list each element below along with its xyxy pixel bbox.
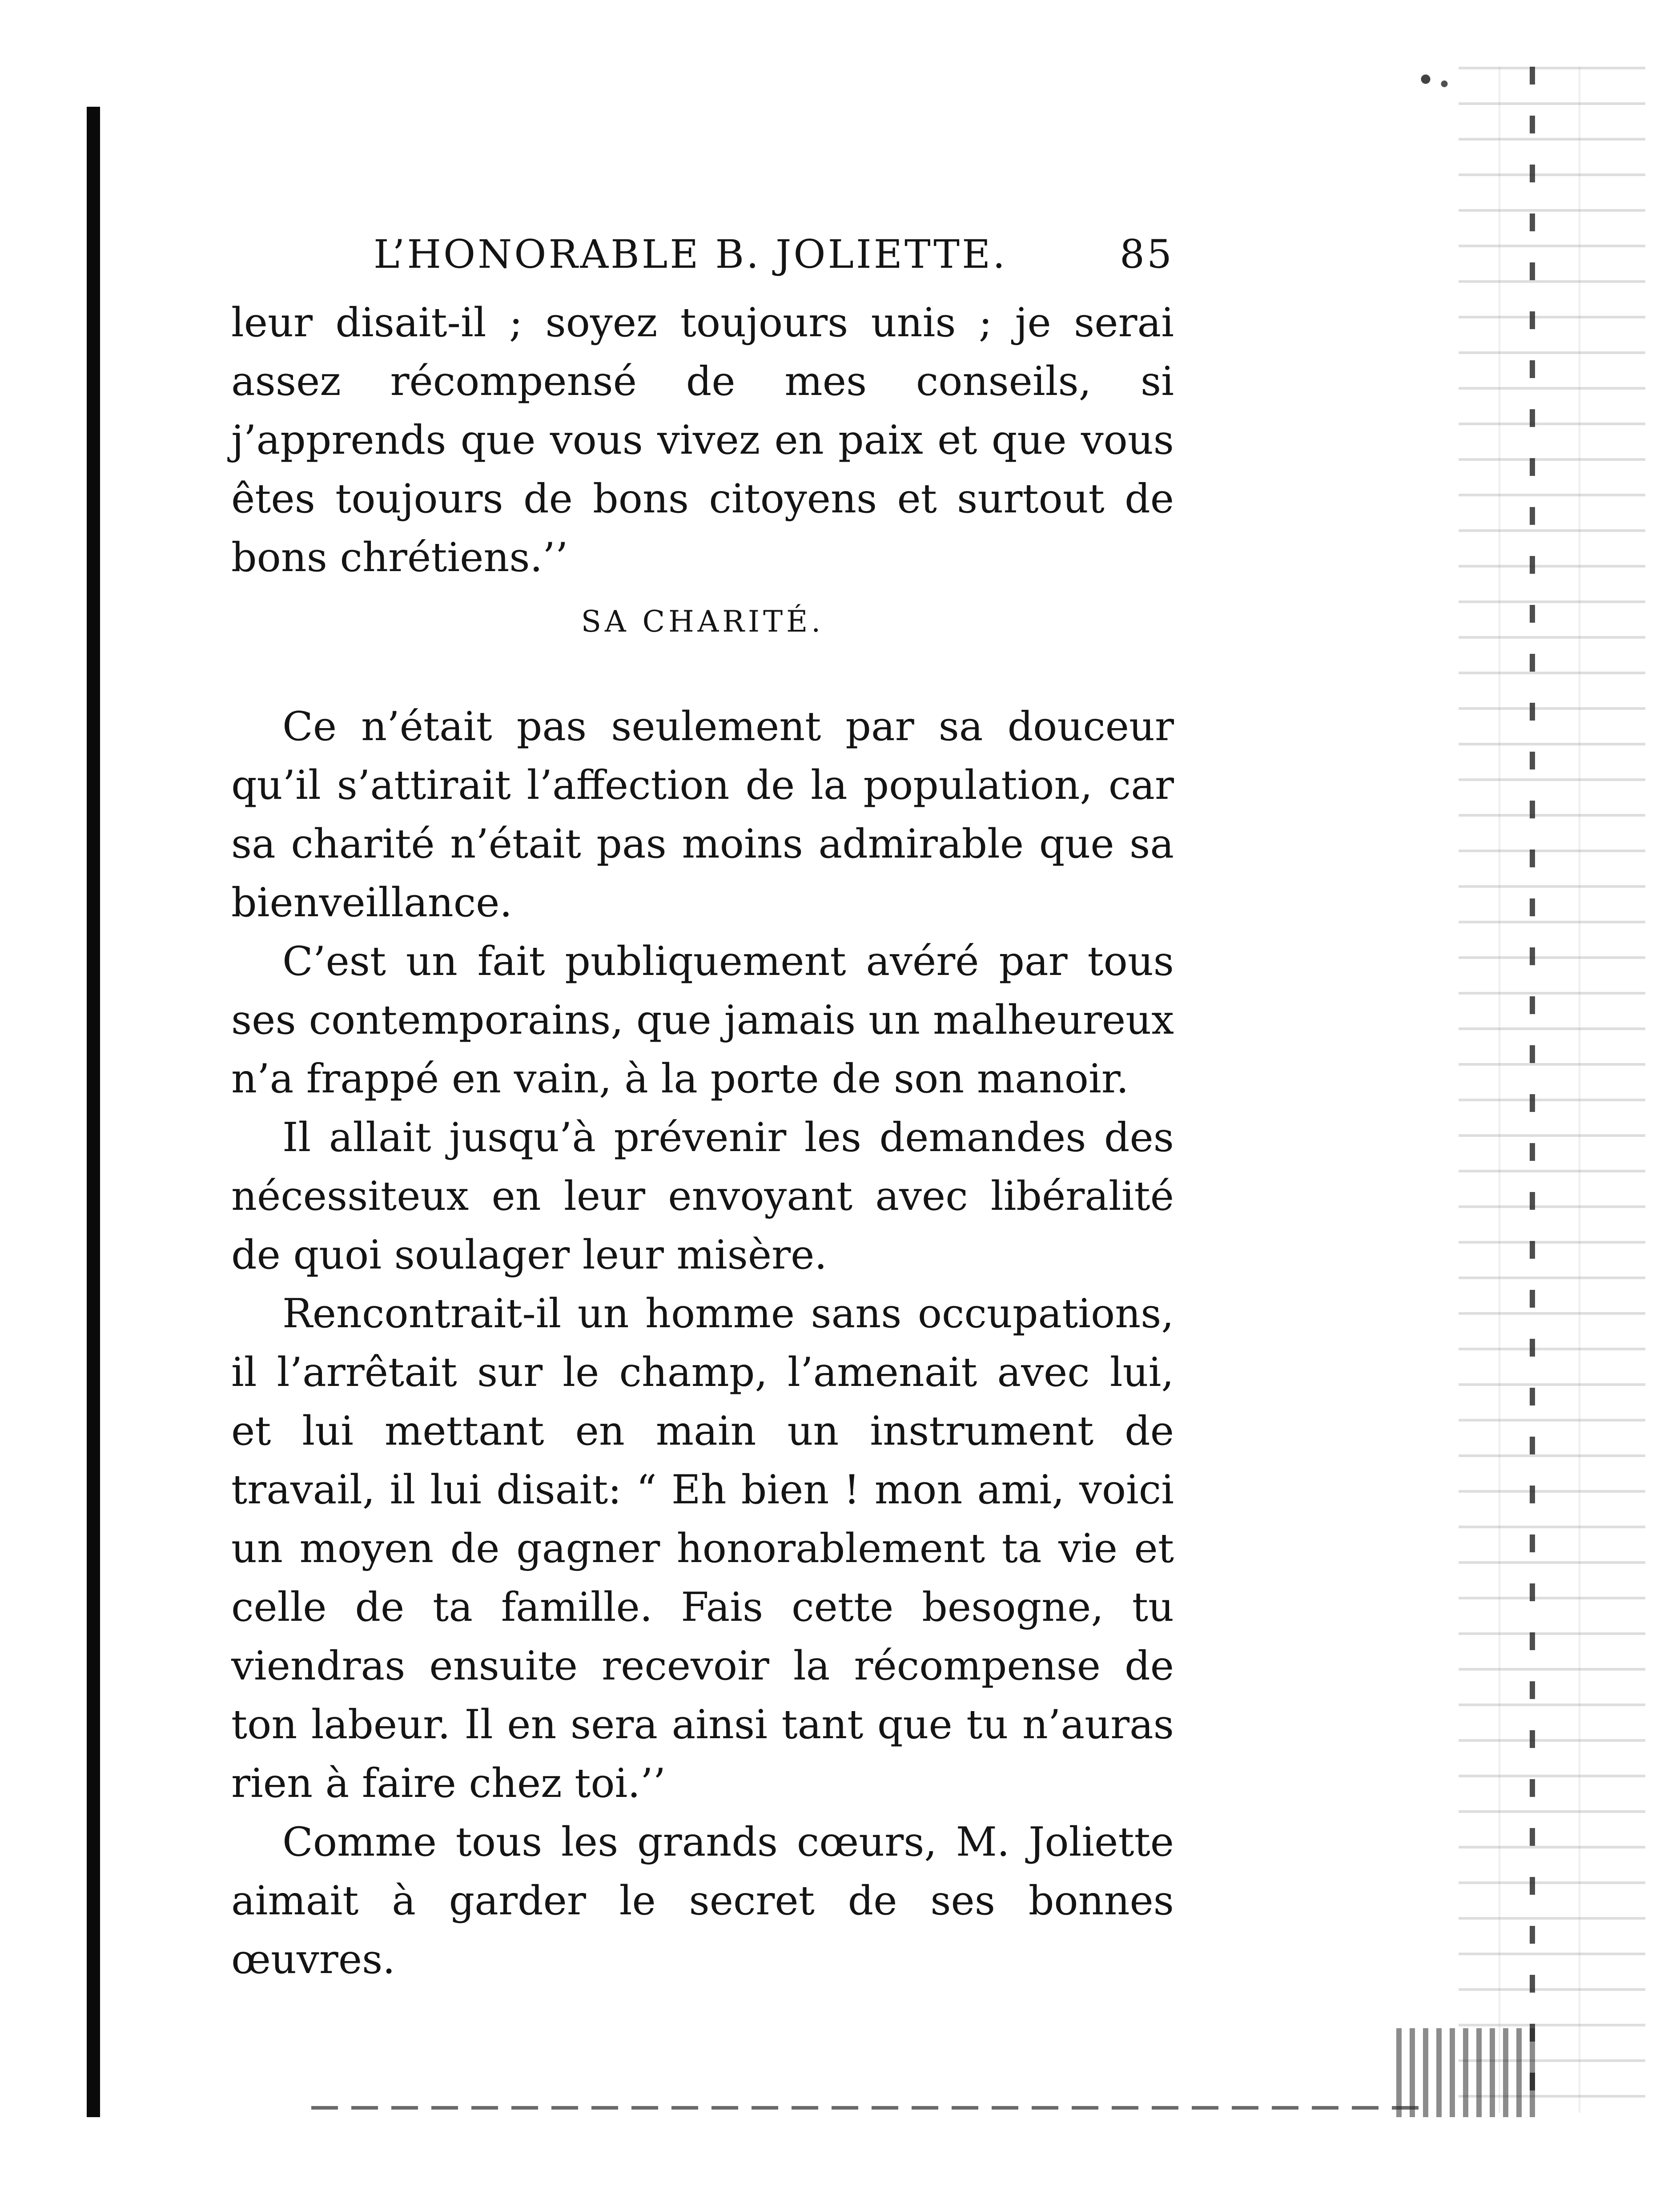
running-title: L’HONORABLE B. JOLIETTE. bbox=[374, 231, 1008, 277]
paragraph-4: Rencontrait-il un homme sans occupations, il l’arrêtait sur le champ, l’amenait avec lui, et lui mettant en main un instrument de travail, il lui disait: “ Eh bien ! mon ami, voici un moyen de gagner honorablement ta vie et celle de ta famille. Fais cette besogne, tu viendras ensuite recevoir la récompense de ton labeur. Il en sera ainsi tant que tu n’auras rien à faire chez toi.’’ bbox=[231, 1290, 1174, 1807]
paragraph-continued: leur disait-il ; soyez toujours unis ; je serai assez récompensé de mes conseils, si j’apprends que vous vivez en paix et que vous êtes toujours de bons citoyens et surtout de bons chrétiens.’’ bbox=[231, 299, 1174, 581]
paragraph-2: C’est un fait publiquement avéré par tous ses contemporains, que jamais un malheureux n’a frappé en vain, à la porte de son manoir. bbox=[231, 938, 1174, 1102]
paragraph-3: Il allait jusqu’à prévenir les demandes des nécessiteux en leur envoyant avec libéralité de quoi soulager leur misère. bbox=[231, 1114, 1174, 1278]
scan-corner-marks-bottom bbox=[1396, 2028, 1539, 2117]
scan-corner-marks-top bbox=[1401, 67, 1463, 98]
page-number: 85 bbox=[1120, 231, 1174, 277]
scan-page-edge-line bbox=[1530, 67, 1535, 2113]
section-heading: SA CHARITÉ. bbox=[581, 604, 824, 639]
text-block bbox=[231, 294, 1174, 1989]
paragraph-1: Ce n’était pas seulement par sa douceur qu’il s’attirait l’affection de la population, car sa charité n’était pas moins admirable que sa bienveillance. bbox=[231, 703, 1174, 926]
book-page bbox=[231, 231, 1174, 1989]
paragraph-5: Comme tous les grands cœurs, M. Joliette aimait à garder le secret de ses bonnes œuvres. bbox=[231, 1819, 1174, 1983]
scan-bottom-dashed-line bbox=[311, 2106, 1423, 2110]
running-head bbox=[231, 231, 1174, 294]
scan-binding-edge bbox=[87, 107, 100, 2117]
scan-page-edge-noise bbox=[1459, 67, 1645, 2113]
